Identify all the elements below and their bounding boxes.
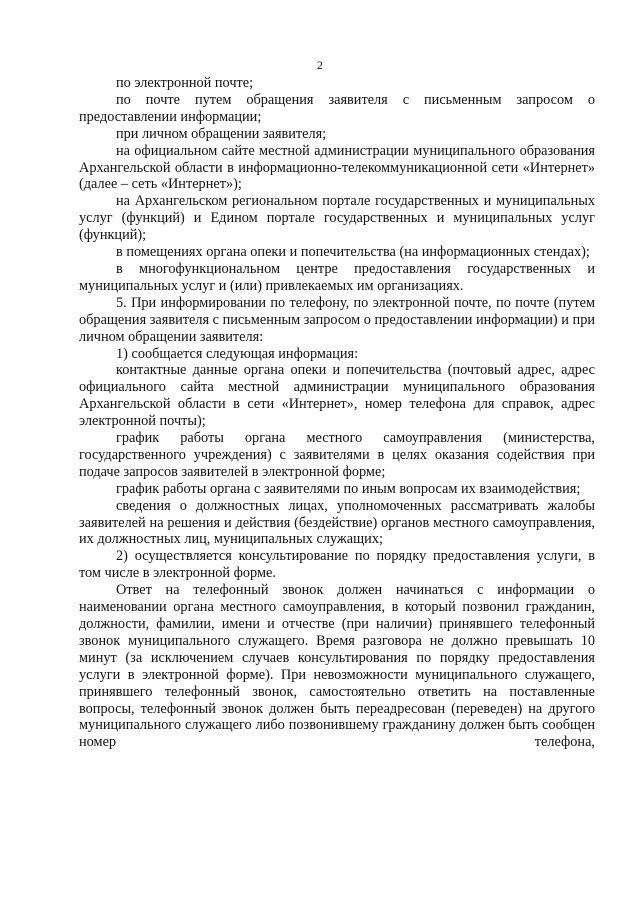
paragraph: на официальном сайте местной администрации муниципального образования Архангельской области в информационно-телекоммуникационной сети «Интернет» (далее – сеть «Интернет»); bbox=[79, 142, 595, 193]
paragraph: график работы органа местного самоуправления (министерства, государственного учреждения) с заявителями в целях оказания содействия при подаче запросов заявителей в электронной форме; bbox=[79, 430, 595, 480]
paragraph: 1) сообщается следующая информация: bbox=[116, 345, 359, 362]
paragraph: контактные данные органа опеки и попечительства (почтовый адрес, адрес официального сайта местной администрации муниципального образования Архангельской области в сети «Интернет», номер телефона для справок, адрес электронной почты); bbox=[79, 362, 595, 430]
paragraph: по почте путем обращения заявителя с письменным запросом о предоставлении информации; bbox=[79, 91, 595, 125]
paragraph: по электронной почте; bbox=[116, 75, 254, 91]
paragraph: при личном обращении заявителя; bbox=[116, 125, 327, 142]
page-number: 2 bbox=[317, 58, 323, 72]
paragraph: Ответ на телефонный звонок должен начинаться с информации о наименовании органа местного самоуправления, в который позвонил гражданин, должности, фамилии, имени и отчестве (при наличии) принявшего телефонный звонок муниципального служащего. Время разговора не должно превышать 10 минут (за исключением случаев консультирования по порядку предоставления услуги в электронной форме). При невозможности муниципального служащего, принявшего телефонный звонок, самостоятельно ответить на поставленные вопросы, телефонный звонок должен быть переадресован (переведен) на другого муниципального служащего либо позвонившему гражданину должен быть сообщен номер телефона, bbox=[79, 582, 595, 751]
paragraph: на Архангельском региональном портале государственных и муниципальных услуг (функций) и Едином портале государственных и муниципальных услуг (функций); bbox=[79, 193, 595, 244]
paragraph: сведения о должностных лицах, уполномоченных рассматривать жалобы заявителей на решения и действия (бездействие) органов местного самоуправления, их должностных лиц, муниципальных служащих; bbox=[79, 497, 595, 548]
paragraph: 5. При информировании по телефону, по электронной почте, по почте (путем обращения заявителя с письменным запросом о предоставлении информации) и при личном обращении заявителя: bbox=[79, 294, 595, 345]
paragraph: в многофункциональном центре предоставления государственных и муниципальных услуг и (или) привлекаемых им организациях. bbox=[79, 260, 595, 294]
document-body bbox=[79, 75, 595, 751]
paragraph: график работы органа с заявителями по иным вопросам их взаимодействия; bbox=[116, 480, 581, 497]
paragraph: 2) осуществляется консультирование по порядку предоставления услуги, в том числе в электронной форме. bbox=[79, 548, 595, 582]
paragraph: в помещениях органа опеки и попечительства (на информационных стендах); bbox=[116, 244, 590, 261]
